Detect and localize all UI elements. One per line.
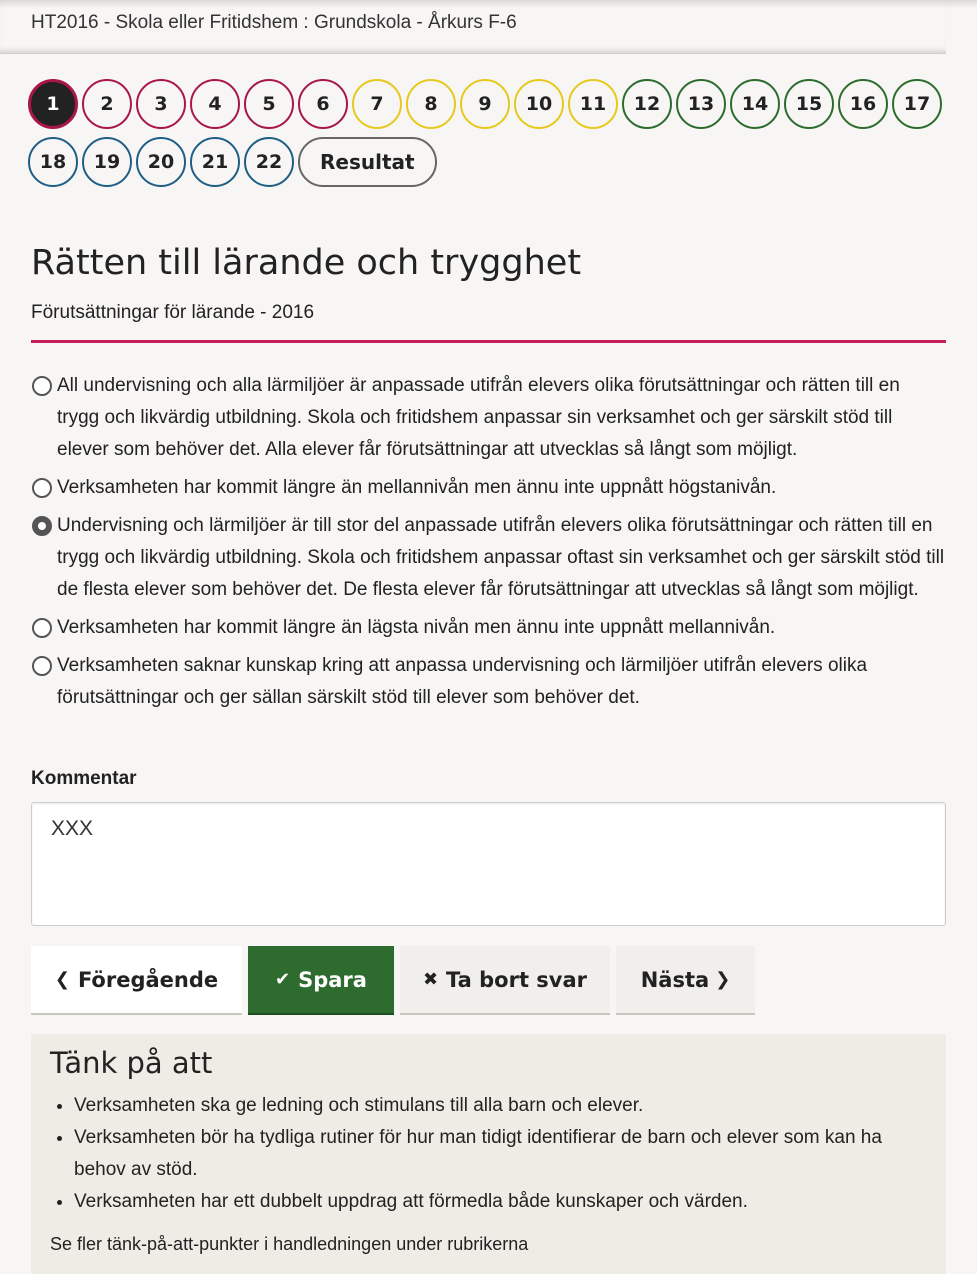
step-9[interactable]: 9 bbox=[460, 79, 510, 129]
step-2[interactable]: 2 bbox=[82, 79, 132, 129]
action-buttons bbox=[31, 946, 761, 1015]
step-16[interactable]: 16 bbox=[838, 79, 888, 129]
step-8[interactable]: 8 bbox=[406, 79, 456, 129]
step-20[interactable]: 20 bbox=[136, 137, 186, 187]
answer-options bbox=[31, 370, 946, 720]
radio-button[interactable] bbox=[32, 376, 52, 396]
next-button[interactable] bbox=[616, 946, 755, 1015]
step-15[interactable]: 15 bbox=[784, 79, 834, 129]
answer-option[interactable] bbox=[31, 612, 946, 644]
check-icon: ✔ bbox=[275, 969, 291, 990]
step-navigation bbox=[28, 79, 958, 195]
header-title: HT2016 - Skola eller Fritidshem : Grundskola - Årkurs F-6 bbox=[31, 12, 517, 33]
answer-option-text: Undervisning och lärmiljöer är till stor del anpassade utifrån elevers olika förutsättningar och rätten till en trygg och likvärdig utbildning. Skola och fritidshem anpassar oftast sin verksamhet och ger särskilt stöd till de flesta elever som behöver det. De flesta elever får förutsättningar att utvecklas så långt som möjligt. bbox=[57, 515, 945, 600]
step-11[interactable]: 11 bbox=[568, 79, 618, 129]
radio-button[interactable] bbox=[32, 618, 52, 638]
step-14[interactable]: 14 bbox=[730, 79, 780, 129]
step-4[interactable]: 4 bbox=[190, 79, 240, 129]
step-6[interactable]: 6 bbox=[298, 79, 348, 129]
divider bbox=[31, 340, 946, 343]
previous-label: Föregående bbox=[77, 967, 219, 992]
step-21[interactable]: 21 bbox=[190, 137, 240, 187]
answer-option[interactable] bbox=[31, 650, 946, 714]
page-title: Rätten till lärande och trygghet bbox=[31, 243, 582, 283]
cross-icon: ✖ bbox=[422, 969, 439, 990]
tips-panel bbox=[31, 1034, 946, 1274]
answer-option-text: Verksamheten saknar kunskap kring att anpassa undervisning och lärmiljöer utifrån elevers olika förutsättningar och ger sällan särskilt stöd till elever som behöver det. bbox=[57, 655, 868, 708]
step-18[interactable]: 18 bbox=[28, 137, 78, 187]
page-subtitle: Förutsättningar för lärande - 2016 bbox=[31, 302, 315, 323]
save-button[interactable] bbox=[248, 946, 394, 1015]
step-3[interactable]: 3 bbox=[136, 79, 186, 129]
step-7[interactable]: 7 bbox=[352, 79, 402, 129]
comment-label: Kommentar bbox=[31, 768, 137, 789]
tip-item: • Verksamheten bör ha tydliga rutiner för hur man tidigt identifierar de barn och elever som kan ha behov av stöd. bbox=[74, 1122, 927, 1186]
step-19[interactable]: 19 bbox=[82, 137, 132, 187]
step-13[interactable]: 13 bbox=[676, 79, 726, 129]
step-22[interactable]: 22 bbox=[244, 137, 294, 187]
tip-item: • Verksamheten ska ge ledning och stimulans till alla barn och elever. bbox=[74, 1090, 927, 1122]
previous-button[interactable] bbox=[31, 946, 242, 1015]
top-shadow bbox=[0, 0, 977, 8]
comment-value: XXX bbox=[51, 817, 94, 840]
delete-answer-button[interactable] bbox=[400, 946, 610, 1015]
delete-label: Ta bort svar bbox=[446, 967, 588, 992]
step-5[interactable]: 5 bbox=[244, 79, 294, 129]
next-label: Nästa bbox=[640, 967, 710, 992]
answer-option[interactable] bbox=[31, 510, 946, 606]
step-row-1 bbox=[28, 79, 958, 131]
step-10[interactable]: 10 bbox=[514, 79, 564, 129]
radio-button[interactable] bbox=[32, 478, 52, 498]
answer-option-text: Verksamheten har kommit längre än mellannivån men ännu inte uppnått högstanivån. bbox=[57, 477, 777, 498]
answer-option-text: All undervisning och alla lärmiljöer är anpassade utifrån elevers olika förutsättningar och rätten till en trygg och likvärdig utbildning. Skola och fritidshem anpassar sin verksamhet och ger särskilt stöd till elever som behöver det. Alla elever får förutsättningar att utvecklas så långt som möjligt. bbox=[57, 375, 900, 460]
answer-option[interactable] bbox=[31, 472, 946, 504]
result-button[interactable]: Resultat bbox=[298, 137, 437, 187]
breadcrumb bbox=[0, 0, 946, 54]
answer-option-text: Verksamheten har kommit längre än lägsta nivån men ännu inte uppnått mellannivån. bbox=[57, 617, 776, 638]
step-1[interactable]: 1 bbox=[28, 79, 78, 129]
chevron-right-icon: ❯ bbox=[715, 969, 731, 990]
comment-textarea[interactable] bbox=[31, 802, 946, 926]
tip-item: • Verksamheten har ett dubbelt uppdrag att förmedla både kunskaper och värden. bbox=[74, 1186, 927, 1218]
tips-list bbox=[50, 1090, 927, 1218]
radio-button[interactable] bbox=[32, 656, 52, 676]
tips-title: Tänk på att bbox=[50, 1046, 213, 1080]
step-row-2 bbox=[28, 137, 958, 189]
chevron-left-icon: ❮ bbox=[54, 969, 70, 990]
answer-option[interactable] bbox=[31, 370, 946, 466]
step-12[interactable]: 12 bbox=[622, 79, 672, 129]
step-17[interactable]: 17 bbox=[892, 79, 942, 129]
radio-button[interactable] bbox=[32, 516, 52, 536]
tips-more-text: Se fler tänk-på-att-punkter i handledningen under rubrikerna bbox=[50, 1234, 529, 1254]
save-label: Spara bbox=[298, 967, 367, 992]
